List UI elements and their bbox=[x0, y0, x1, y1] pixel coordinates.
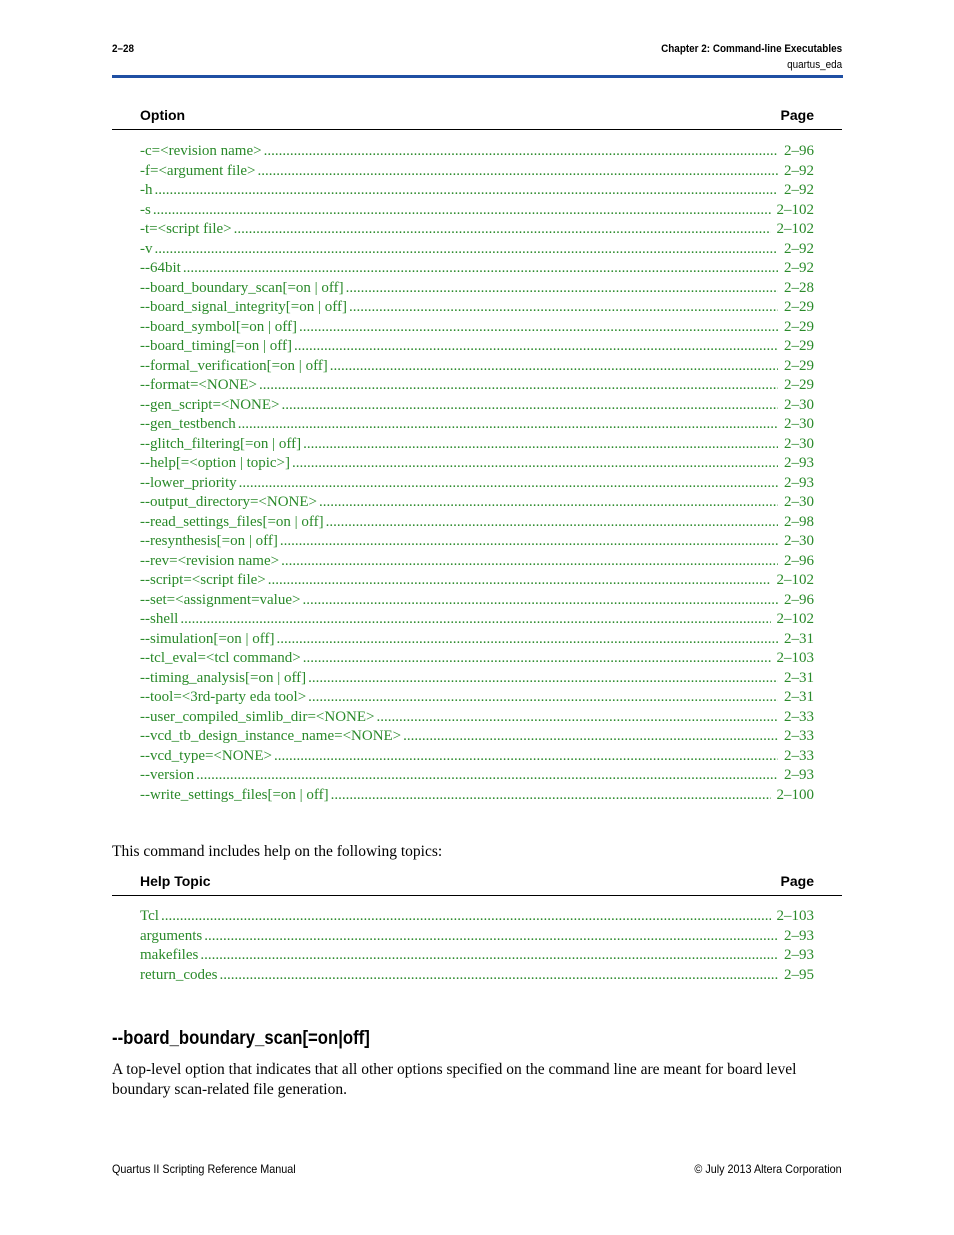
topics-list bbox=[140, 907, 814, 985]
toc-entry-label[interactable]: --vcd_type=<NONE> bbox=[140, 747, 273, 764]
toc-entry-page[interactable]: 2–102 bbox=[776, 572, 814, 588]
toc-entry-page[interactable]: 2–103 bbox=[776, 650, 814, 666]
dot-leader bbox=[155, 240, 779, 260]
dot-leader bbox=[377, 708, 778, 728]
toc-entry-label[interactable]: --shell bbox=[140, 611, 179, 627]
toc-entry-label[interactable]: --tool=<3rd-party eda tool> bbox=[140, 689, 307, 705]
dot-leader bbox=[303, 649, 771, 669]
toc-entry-label[interactable]: --read_settings_files[=on | off] bbox=[140, 513, 324, 530]
toc-entry-page[interactable]: 2–33 bbox=[784, 747, 814, 764]
toc-entry-label[interactable]: --timing_analysis[=on | off] bbox=[140, 669, 307, 686]
toc-entry[interactable] bbox=[140, 357, 814, 377]
toc-entry[interactable] bbox=[140, 240, 814, 260]
dot-leader bbox=[330, 357, 778, 377]
toc-entry[interactable] bbox=[140, 610, 814, 630]
dot-leader bbox=[294, 337, 778, 357]
dot-leader bbox=[153, 201, 771, 221]
toc-entry-label[interactable]: --output_directory=<NONE> bbox=[140, 494, 318, 510]
toc-entry[interactable] bbox=[140, 454, 814, 474]
toc-entry-label[interactable]: --resynthesis[=on | off] bbox=[140, 533, 278, 549]
toc-entry-page[interactable]: 2–30 bbox=[784, 396, 814, 413]
toc-entry-label[interactable]: Tcl bbox=[140, 908, 159, 924]
toc-entry-page[interactable]: 2–102 bbox=[776, 221, 814, 237]
dot-leader bbox=[204, 927, 778, 947]
toc-entry[interactable] bbox=[140, 571, 814, 591]
toc-entry-page[interactable]: 2–102 bbox=[776, 611, 814, 627]
toc-entry[interactable] bbox=[140, 591, 814, 611]
toc-entry-page[interactable]: 2–29 bbox=[784, 299, 814, 315]
toc-entry-page[interactable]: 2–30 bbox=[784, 494, 814, 510]
dot-leader bbox=[308, 669, 778, 689]
toc-entry-page[interactable]: 2–96 bbox=[784, 552, 814, 569]
toc-entry-page[interactable]: 2–93 bbox=[784, 474, 814, 491]
dot-leader bbox=[326, 513, 778, 533]
toc-entry-page[interactable]: 2–30 bbox=[784, 416, 814, 432]
dot-leader bbox=[331, 786, 771, 806]
toc-entry-label[interactable]: --script=<script file> bbox=[140, 572, 266, 588]
dot-leader bbox=[219, 966, 778, 986]
dot-leader bbox=[257, 162, 778, 182]
toc-entry-page[interactable]: 2–102 bbox=[776, 201, 814, 218]
dot-leader bbox=[349, 298, 778, 318]
dot-leader bbox=[238, 415, 778, 435]
toc-entry-page[interactable]: 2–30 bbox=[784, 435, 814, 452]
toc-entry-label[interactable]: --write_settings_files[=on | off] bbox=[140, 786, 329, 803]
toc-entry-label[interactable]: --board_symbol[=on | off] bbox=[140, 318, 297, 335]
footer-copyright: © July 2013 Altera Corporation bbox=[694, 1162, 842, 1176]
dot-leader bbox=[183, 259, 778, 279]
toc-entry[interactable] bbox=[140, 532, 814, 552]
toc-entry-label[interactable]: --board_signal_integrity[=on | off] bbox=[140, 299, 347, 315]
toc-entry-page[interactable]: 2–100 bbox=[776, 786, 814, 803]
dot-leader bbox=[274, 747, 778, 767]
toc-entry-page[interactable]: 2–92 bbox=[784, 162, 814, 179]
toc-entry-label[interactable]: -v bbox=[140, 240, 153, 257]
toc-entry-label[interactable]: --simulation[=on | off] bbox=[140, 630, 275, 647]
toc-entry-page[interactable]: 2–93 bbox=[784, 927, 814, 944]
dot-leader bbox=[346, 279, 778, 299]
page-column-header: Page bbox=[780, 107, 814, 123]
page-number: 2–28 bbox=[112, 43, 135, 55]
toc-entry[interactable] bbox=[140, 727, 814, 747]
toc-entry-page[interactable]: 2–31 bbox=[784, 630, 814, 647]
toc-entry-page[interactable]: 2–31 bbox=[784, 669, 814, 686]
toc-entry[interactable] bbox=[140, 708, 814, 728]
toc-entry[interactable] bbox=[140, 181, 814, 201]
toc-entry-label[interactable]: --version bbox=[140, 767, 195, 783]
toc-entry-label[interactable]: arguments bbox=[140, 927, 203, 944]
dot-leader bbox=[281, 552, 778, 572]
toc-entry-label[interactable]: --gen_script=<NONE> bbox=[140, 396, 280, 413]
toc-entry-label[interactable]: --vcd_tb_design_instance_name=<NONE> bbox=[140, 728, 402, 744]
dot-leader bbox=[161, 907, 771, 927]
topics-table-rule bbox=[112, 895, 842, 896]
toc-entry-page[interactable]: 2–96 bbox=[784, 143, 814, 159]
toc-entry-label[interactable]: --gen_testbench bbox=[140, 416, 236, 432]
dot-leader bbox=[155, 181, 779, 201]
footer-manual-title: Quartus II Scripting Reference Manual bbox=[112, 1162, 296, 1176]
toc-entry[interactable] bbox=[140, 162, 814, 182]
toc-entry-label[interactable]: --board_boundary_scan[=on | off] bbox=[140, 279, 344, 296]
toc-entry-label[interactable]: --set=<assignment=value> bbox=[140, 591, 301, 608]
toc-entry[interactable] bbox=[140, 688, 814, 708]
toc-entry[interactable] bbox=[140, 201, 814, 221]
toc-entry-page[interactable]: 2–33 bbox=[784, 708, 814, 725]
toc-entry[interactable] bbox=[140, 766, 814, 786]
toc-entry[interactable] bbox=[140, 435, 814, 455]
toc-entry-label[interactable]: -h bbox=[140, 182, 153, 198]
dot-leader bbox=[264, 142, 778, 162]
toc-entry-label[interactable]: --help[=<option | topic>] bbox=[140, 455, 291, 471]
toc-entry[interactable] bbox=[140, 376, 814, 396]
dot-leader bbox=[302, 591, 778, 611]
dot-leader bbox=[234, 220, 771, 240]
toc-entry[interactable] bbox=[140, 946, 814, 966]
dot-leader bbox=[200, 946, 778, 966]
toc-entry[interactable] bbox=[140, 279, 814, 299]
toc-entry[interactable] bbox=[140, 630, 814, 650]
toc-entry-page[interactable]: 2–93 bbox=[784, 947, 814, 963]
toc-entry[interactable] bbox=[140, 907, 814, 927]
toc-entry-label[interactable]: --formal_verification[=on | off] bbox=[140, 357, 328, 374]
toc-entry[interactable] bbox=[140, 474, 814, 494]
toc-entry[interactable] bbox=[140, 337, 814, 357]
toc-entry[interactable] bbox=[140, 259, 814, 279]
dot-leader bbox=[268, 571, 771, 591]
dot-leader bbox=[303, 435, 778, 455]
section-title: --board_boundary_scan[=on|off] bbox=[112, 1028, 370, 1049]
dot-leader bbox=[299, 318, 778, 338]
toc-entry-page[interactable]: 2–92 bbox=[784, 182, 814, 198]
subchapter-title: quartus_eda bbox=[786, 59, 842, 71]
toc-entry-page[interactable]: 2–92 bbox=[784, 260, 814, 276]
toc-entry[interactable] bbox=[140, 298, 814, 318]
toc-entry[interactable] bbox=[140, 786, 814, 806]
dot-leader bbox=[196, 766, 778, 786]
toc-entry-page[interactable]: 2–29 bbox=[784, 357, 814, 374]
toc-entry-label[interactable]: return_codes bbox=[140, 966, 218, 983]
toc-entry-label[interactable]: --lower_priority bbox=[140, 474, 237, 491]
header-rule bbox=[112, 75, 843, 78]
toc-entry[interactable] bbox=[140, 142, 814, 162]
toc-entry[interactable] bbox=[140, 396, 814, 416]
toc-entry[interactable] bbox=[140, 493, 814, 513]
toc-entry-label[interactable]: -s bbox=[140, 201, 151, 218]
toc-entry-label[interactable]: --board_timing[=on | off] bbox=[140, 338, 292, 354]
toc-entry-label[interactable]: -t=<script file> bbox=[140, 221, 232, 237]
dot-leader bbox=[259, 376, 778, 396]
topic-page-column-header: Page bbox=[780, 873, 814, 889]
dot-leader bbox=[282, 396, 778, 416]
toc-entry-page[interactable]: 2–93 bbox=[784, 767, 814, 783]
options-table-rule bbox=[112, 129, 842, 130]
dot-leader bbox=[319, 493, 778, 513]
toc-entry-label[interactable]: --glitch_filtering[=on | off] bbox=[140, 435, 302, 452]
dot-leader bbox=[403, 727, 778, 747]
toc-entry[interactable] bbox=[140, 220, 814, 240]
toc-entry-page[interactable]: 2–33 bbox=[784, 728, 814, 744]
dot-leader bbox=[308, 688, 778, 708]
toc-entry-label[interactable]: makefiles bbox=[140, 947, 199, 963]
topics-intro: This command includes help on the following topics: bbox=[112, 843, 443, 860]
toc-entry[interactable] bbox=[140, 415, 814, 435]
toc-entry-label[interactable]: --rev=<revision name> bbox=[140, 552, 280, 569]
option-column-header: Option bbox=[140, 107, 186, 123]
toc-entry-page[interactable]: 2–29 bbox=[784, 377, 814, 393]
dot-leader bbox=[239, 474, 778, 494]
toc-entry-page[interactable]: 2–96 bbox=[784, 591, 814, 608]
dot-leader bbox=[280, 532, 778, 552]
toc-entry-label[interactable]: --tcl_eval=<tcl command> bbox=[140, 650, 301, 666]
toc-entry-label[interactable]: -c=<revision name> bbox=[140, 143, 262, 159]
toc-entry[interactable] bbox=[140, 927, 814, 947]
chapter-title: Chapter 2: Command-line Executables bbox=[661, 43, 842, 55]
dot-leader bbox=[292, 454, 778, 474]
toc-entry-page[interactable]: 2–28 bbox=[784, 279, 814, 296]
toc-entry[interactable] bbox=[140, 552, 814, 572]
toc-entry[interactable] bbox=[140, 669, 814, 689]
dot-leader bbox=[180, 610, 770, 630]
toc-entry-label[interactable]: -f=<argument file> bbox=[140, 162, 256, 179]
toc-entry-label[interactable]: --format=<NONE> bbox=[140, 377, 258, 393]
options-list bbox=[140, 142, 814, 805]
toc-entry-page[interactable]: 2–30 bbox=[784, 533, 814, 549]
toc-entry-page[interactable]: 2–93 bbox=[784, 455, 814, 471]
topic-column-header: Help Topic bbox=[140, 873, 211, 889]
toc-entry-label[interactable]: --user_compiled_simlib_dir=<NONE> bbox=[140, 708, 375, 725]
toc-entry[interactable] bbox=[140, 747, 814, 767]
toc-entry-page[interactable]: 2–95 bbox=[784, 966, 814, 983]
toc-entry-page[interactable]: 2–103 bbox=[776, 908, 814, 924]
toc-entry-page[interactable]: 2–98 bbox=[784, 513, 814, 530]
toc-entry[interactable] bbox=[140, 649, 814, 669]
section-body: A top-level option that indicates that all other options specified on the command line are meant for board level boundary scan-related file generation. bbox=[112, 1061, 797, 1098]
toc-entry[interactable] bbox=[140, 318, 814, 338]
toc-entry-page[interactable]: 2–29 bbox=[784, 338, 814, 354]
dot-leader bbox=[277, 630, 779, 650]
toc-entry[interactable] bbox=[140, 966, 814, 986]
toc-entry-label[interactable]: --64bit bbox=[140, 260, 181, 276]
toc-entry-page[interactable]: 2–92 bbox=[784, 240, 814, 257]
toc-entry-page[interactable]: 2–29 bbox=[784, 318, 814, 335]
toc-entry-page[interactable]: 2–31 bbox=[784, 689, 814, 705]
toc-entry[interactable] bbox=[140, 513, 814, 533]
